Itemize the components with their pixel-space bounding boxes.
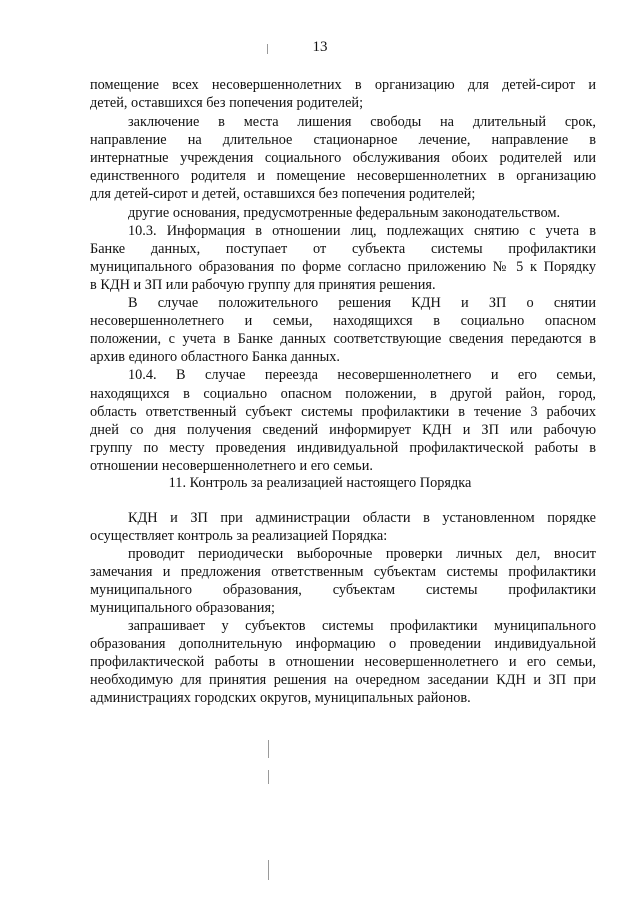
text-line: помещение всех несовершеннолетних в организацию для детей-сирот и bbox=[90, 77, 596, 93]
text-line: Банке данных, поступает от субъекта системы профилактики bbox=[90, 241, 596, 257]
text-line: КДН и ЗП при администрации области в установленном порядке bbox=[128, 510, 596, 526]
scan-mark bbox=[267, 44, 268, 54]
text-line: осуществляет контроль за реализацией Порядка: bbox=[90, 528, 388, 544]
text-line: муниципального образования по форме согласно приложению № 5 к Порядку bbox=[90, 259, 596, 275]
text-line: муниципального образования; bbox=[90, 600, 275, 616]
text-line: дней со дня получения сведений информирует КДН и ЗП или рабочую bbox=[90, 422, 596, 438]
text-line: область ответственный субъект системы профилактики в течение 3 рабочих bbox=[90, 404, 596, 420]
text-line: интернатные учреждения социального обслуживания обоих родителей или bbox=[90, 150, 596, 166]
text-line: направление на длительное стационарное лечение, направление в bbox=[90, 132, 596, 148]
scan-mark bbox=[268, 770, 269, 784]
text-line: образования дополнительную информацию о проведении индивидуальной bbox=[90, 636, 596, 652]
text-line: положении, с учета в Банке данных соответствующие сведения передаются в bbox=[90, 331, 596, 347]
text-line: детей, оставшихся без попечения родителей; bbox=[90, 95, 364, 111]
text-line: в КДН и ЗП или рабочую группу для принятия решения. bbox=[90, 277, 436, 293]
text-line: 10.3. Информация в отношении лиц, подлежащих снятию с учета в bbox=[128, 223, 596, 239]
text-line: замечания и предложения ответственным субъектам системы профилактики bbox=[90, 564, 596, 580]
page-number: 13 bbox=[312, 39, 328, 55]
text-line: проводит периодически выборочные проверки личных дел, вносит bbox=[128, 546, 596, 562]
text-line: несовершеннолетнего и семьи, находящихся в социально опасном bbox=[90, 313, 596, 329]
scan-mark bbox=[268, 740, 269, 758]
text-line: запрашивает у субъектов системы профилактики муниципального bbox=[128, 618, 596, 634]
text-line: администрациях городских округов, муниципальных районов. bbox=[90, 690, 471, 706]
text-line: группу по месту проведения индивидуальной профилактической работы в bbox=[90, 440, 596, 456]
scan-mark bbox=[268, 860, 269, 880]
text-line: для детей-сирот и детей, оставшихся без попечения родителей; bbox=[90, 186, 476, 202]
text-line: муниципального образования, субъектам системы профилактики bbox=[90, 582, 596, 598]
text-line: 10.4. В случае переезда несовершеннолетнего и его семьи, bbox=[128, 367, 596, 383]
text-line: архив единого областного Банка данных. bbox=[90, 349, 341, 365]
text-line: В случае положительного решения КДН и ЗП о снятии bbox=[128, 295, 596, 311]
text-line: единственного родителя и помещение несовершеннолетних в организацию bbox=[90, 168, 596, 184]
text-line: другие основания, предусмотренные федеральным законодательством. bbox=[128, 205, 561, 221]
section-heading: 11. Контроль за реализацией настоящего Порядка bbox=[168, 475, 472, 491]
text-line: профилактической работы в отношении несовершеннолетнего и его семьи, bbox=[90, 654, 596, 670]
text-line: находящихся в социально опасном положении, в другой район, город, bbox=[90, 386, 596, 402]
text-line: заключение в места лишения свободы на длительный срок, bbox=[128, 114, 596, 130]
text-line: необходимую для принятия решения на очередном заседании КДН и ЗП при bbox=[90, 672, 596, 688]
text-line: отношении несовершеннолетнего и его семьи. bbox=[90, 458, 373, 474]
